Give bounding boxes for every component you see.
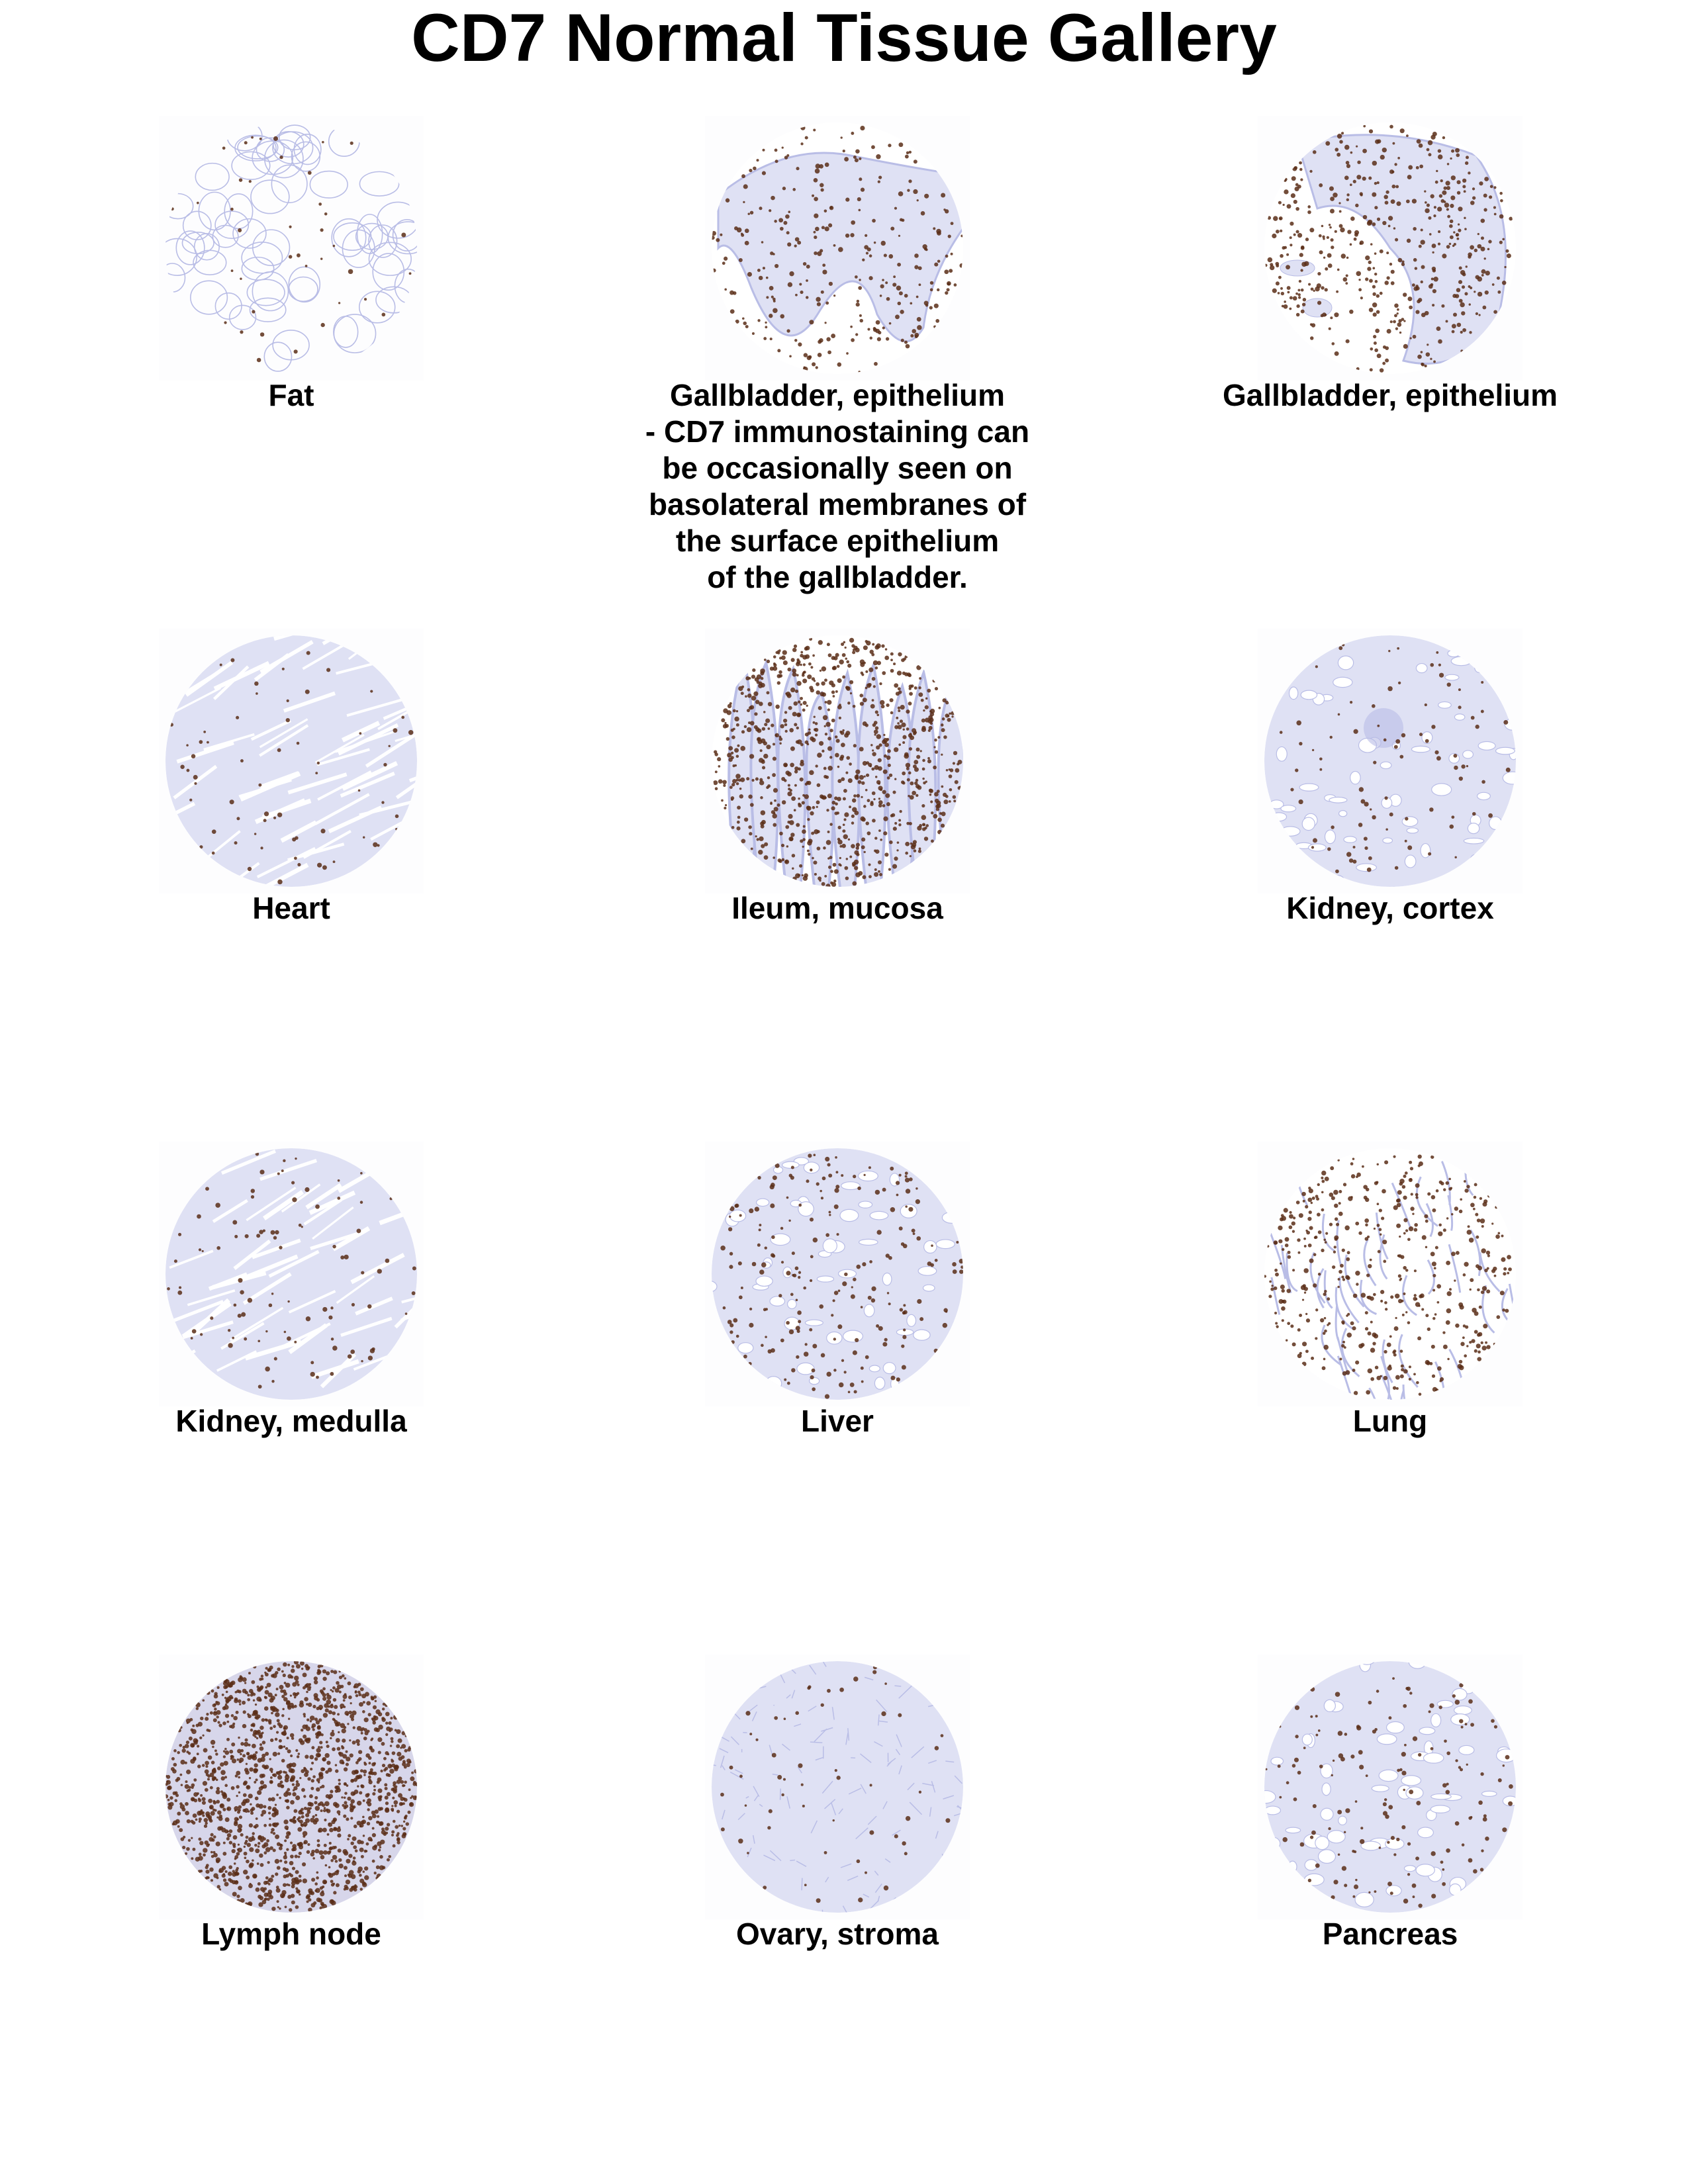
tissue-caption: Kidney, cortex — [1286, 891, 1494, 925]
tissue-core-heart — [159, 629, 424, 893]
tissue-core-lung — [1258, 1142, 1523, 1406]
tissue-core-liver — [705, 1142, 970, 1406]
tissue-image-kidney-medulla — [159, 1142, 424, 1406]
tissue-core-kidney-cortex — [1258, 629, 1523, 893]
tissue-caption: Liver — [801, 1404, 874, 1438]
tissue-image-liver — [705, 1142, 970, 1406]
tissue-image-lymph-node — [159, 1655, 424, 1919]
tissue-image-kidney-cortex — [1258, 629, 1523, 893]
tissue-core-kidney-medulla — [159, 1142, 424, 1406]
tissue-caption: Ovary, stroma — [736, 1917, 939, 1951]
tissue-caption: Gallbladder, epithelium - CD7 immunostaining can be occasionally seen on basolateral membranes of the surface epithelium of the gallbladder. — [645, 378, 1030, 594]
tissue-image-ovary-stroma — [705, 1655, 970, 1919]
tissue-image-ileum-mucosa — [705, 629, 970, 893]
tissue-image-pancreas — [1258, 1655, 1523, 1919]
tissue-core-gallbladder-epithelium — [705, 116, 970, 381]
tissue-caption: Heart — [252, 891, 330, 925]
tissue-caption: Lymph node — [201, 1917, 381, 1951]
tissue-image-gallbladder-epithelium — [1258, 116, 1523, 381]
page-title: CD7 Normal Tissue Gallery — [411, 0, 1277, 75]
tissue-caption: Ileum, mucosa — [731, 891, 943, 925]
tissue-caption: Gallbladder, epithelium — [1222, 378, 1558, 412]
tissue-image-lung — [1258, 1142, 1523, 1406]
tissue-caption: Kidney, medulla — [175, 1404, 407, 1438]
tissue-image-heart — [159, 629, 424, 893]
tissue-core-ileum-mucosa — [705, 629, 970, 893]
tissue-caption: Pancreas — [1322, 1917, 1458, 1951]
tissue-core-lymph-node — [159, 1655, 424, 1919]
tissue-image-fat — [159, 116, 424, 381]
tissue-caption: Lung — [1352, 1404, 1428, 1438]
tissue-caption: Fat — [268, 378, 314, 412]
tissue-core-gallbladder-epithelium — [1258, 116, 1523, 381]
tissue-core-ovary-stroma — [705, 1655, 970, 1919]
tissue-core-fat — [159, 116, 424, 381]
tissue-image-gallbladder-epithelium — [705, 116, 970, 381]
tissue-core-pancreas — [1258, 1655, 1523, 1919]
